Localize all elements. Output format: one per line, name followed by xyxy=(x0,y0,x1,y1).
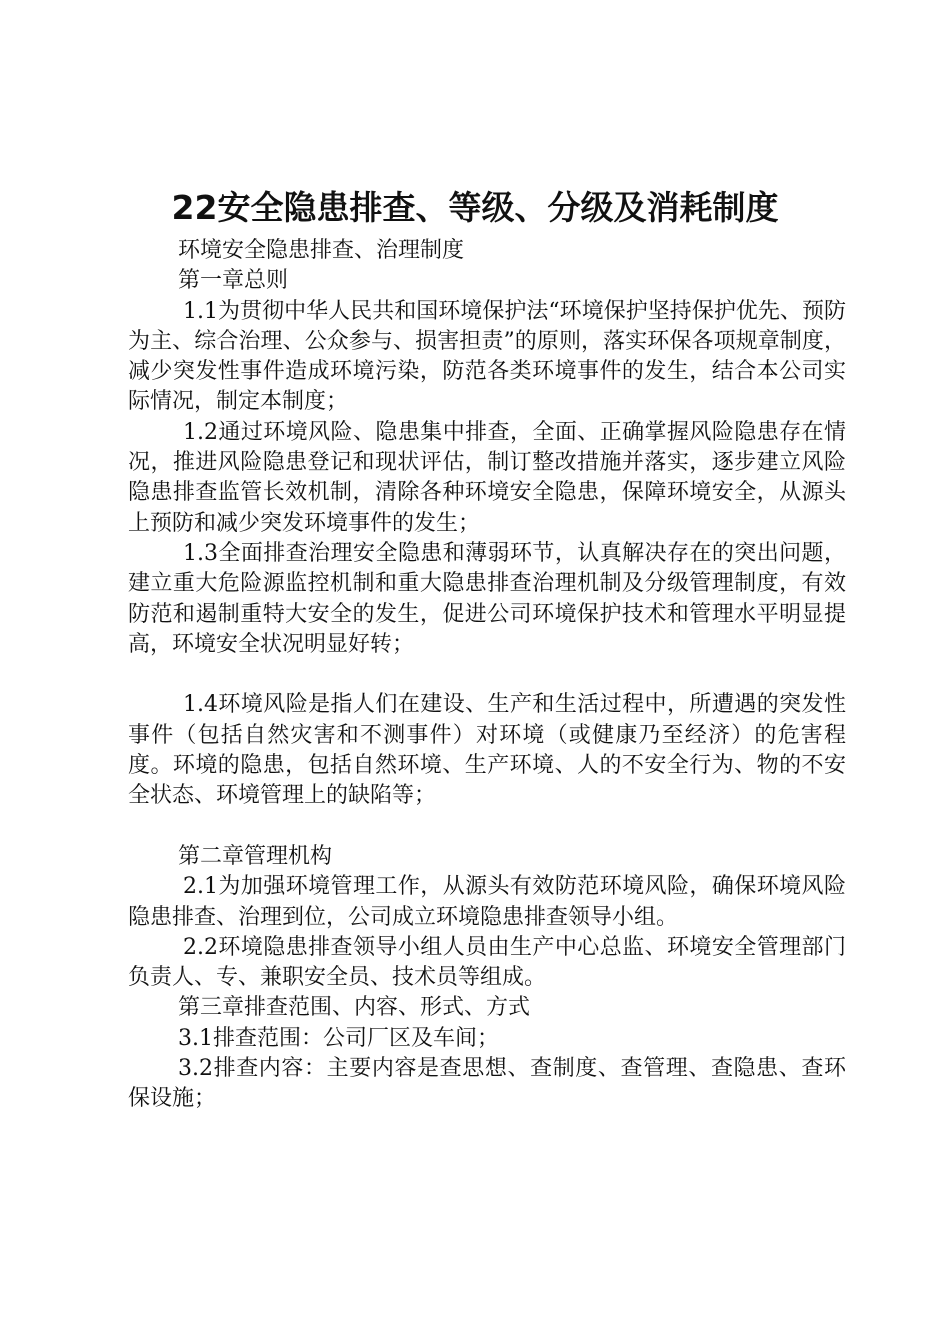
clause-1-3: 1.3全面排查治理安全隐患和薄弱环节，认真解决存在的突出问题，建立重大危险源监控机制和重大隐患排查治理机制及分级管理制度，有效防范和遏制重特大安全的发生，促进公司环境保护技术和管理水平明显提高，环境安全状况明显好转； xyxy=(128,540,846,657)
clause-2-1: 2.1为加强环境管理工作，从源头有效防范环境风险，确保环境风险隐患排查、治理到位，公司成立环境隐患排查领导小组。 xyxy=(128,874,846,930)
clause-1-2: 1.2通过环境风险、隐患集中排查，全面、正确掌握风险隐患存在情况，推进风险隐患登记和现状评估，制订整改措施并落实，逐步建立风险隐患排查监管长效机制，清除各种环境安全隐患，保障环境安全，从源头上预防和减少突发环境事件的发生； xyxy=(128,419,846,536)
document-body xyxy=(128,236,846,1115)
paragraph-spacer xyxy=(128,660,846,690)
clause-1-4: 1.4环境风险是指人们在建设、生产和生活过程中，所遭遇的突发性事件（包括自然灾害和不测事件）对环境（或健康乃至经济）的危害程度。环境的隐患，包括自然环境、生产环境、人的不安全行为、物的不安全状态、环境管理上的缺陷等； xyxy=(128,692,846,809)
subtitle-paragraph: 环境安全隐患排查、治理制度 xyxy=(178,238,465,263)
clause-3-1: 3.1排查范围：公司厂区及车间； xyxy=(178,1025,499,1051)
clause-3-2: 3.2排查内容：主要内容是查思想、查制度、查管理、查隐患、查环保设施； xyxy=(128,1056,846,1112)
chapter-1-heading: 第一章总则 xyxy=(178,268,289,294)
clause-1-1: 1.1为贯彻中华人民共和国环境保护法“环境保护坚持保护优先、预防为主、综合治理、公众参与、损害担责”的原则，落实环保各项规章制度，减少突发性事件造成环境污染，防范各类环境事件的发生，结合本公司实际情况，制定本制度； xyxy=(128,298,846,415)
chapter-2-heading: 第二章管理机构 xyxy=(178,843,333,869)
chapter-3-heading: 第三章排查范围、内容、形式、方式 xyxy=(178,995,531,1021)
paragraph-spacer xyxy=(128,812,846,842)
clause-2-2: 2.2环境隐患排查领导小组人员由生产中心总监、环境安全管理部门负责人、专、兼职安全员、技术员等组成。 xyxy=(128,934,846,991)
document-title: 22安全隐患排查、等级、分级及消耗制度 xyxy=(171,188,779,227)
